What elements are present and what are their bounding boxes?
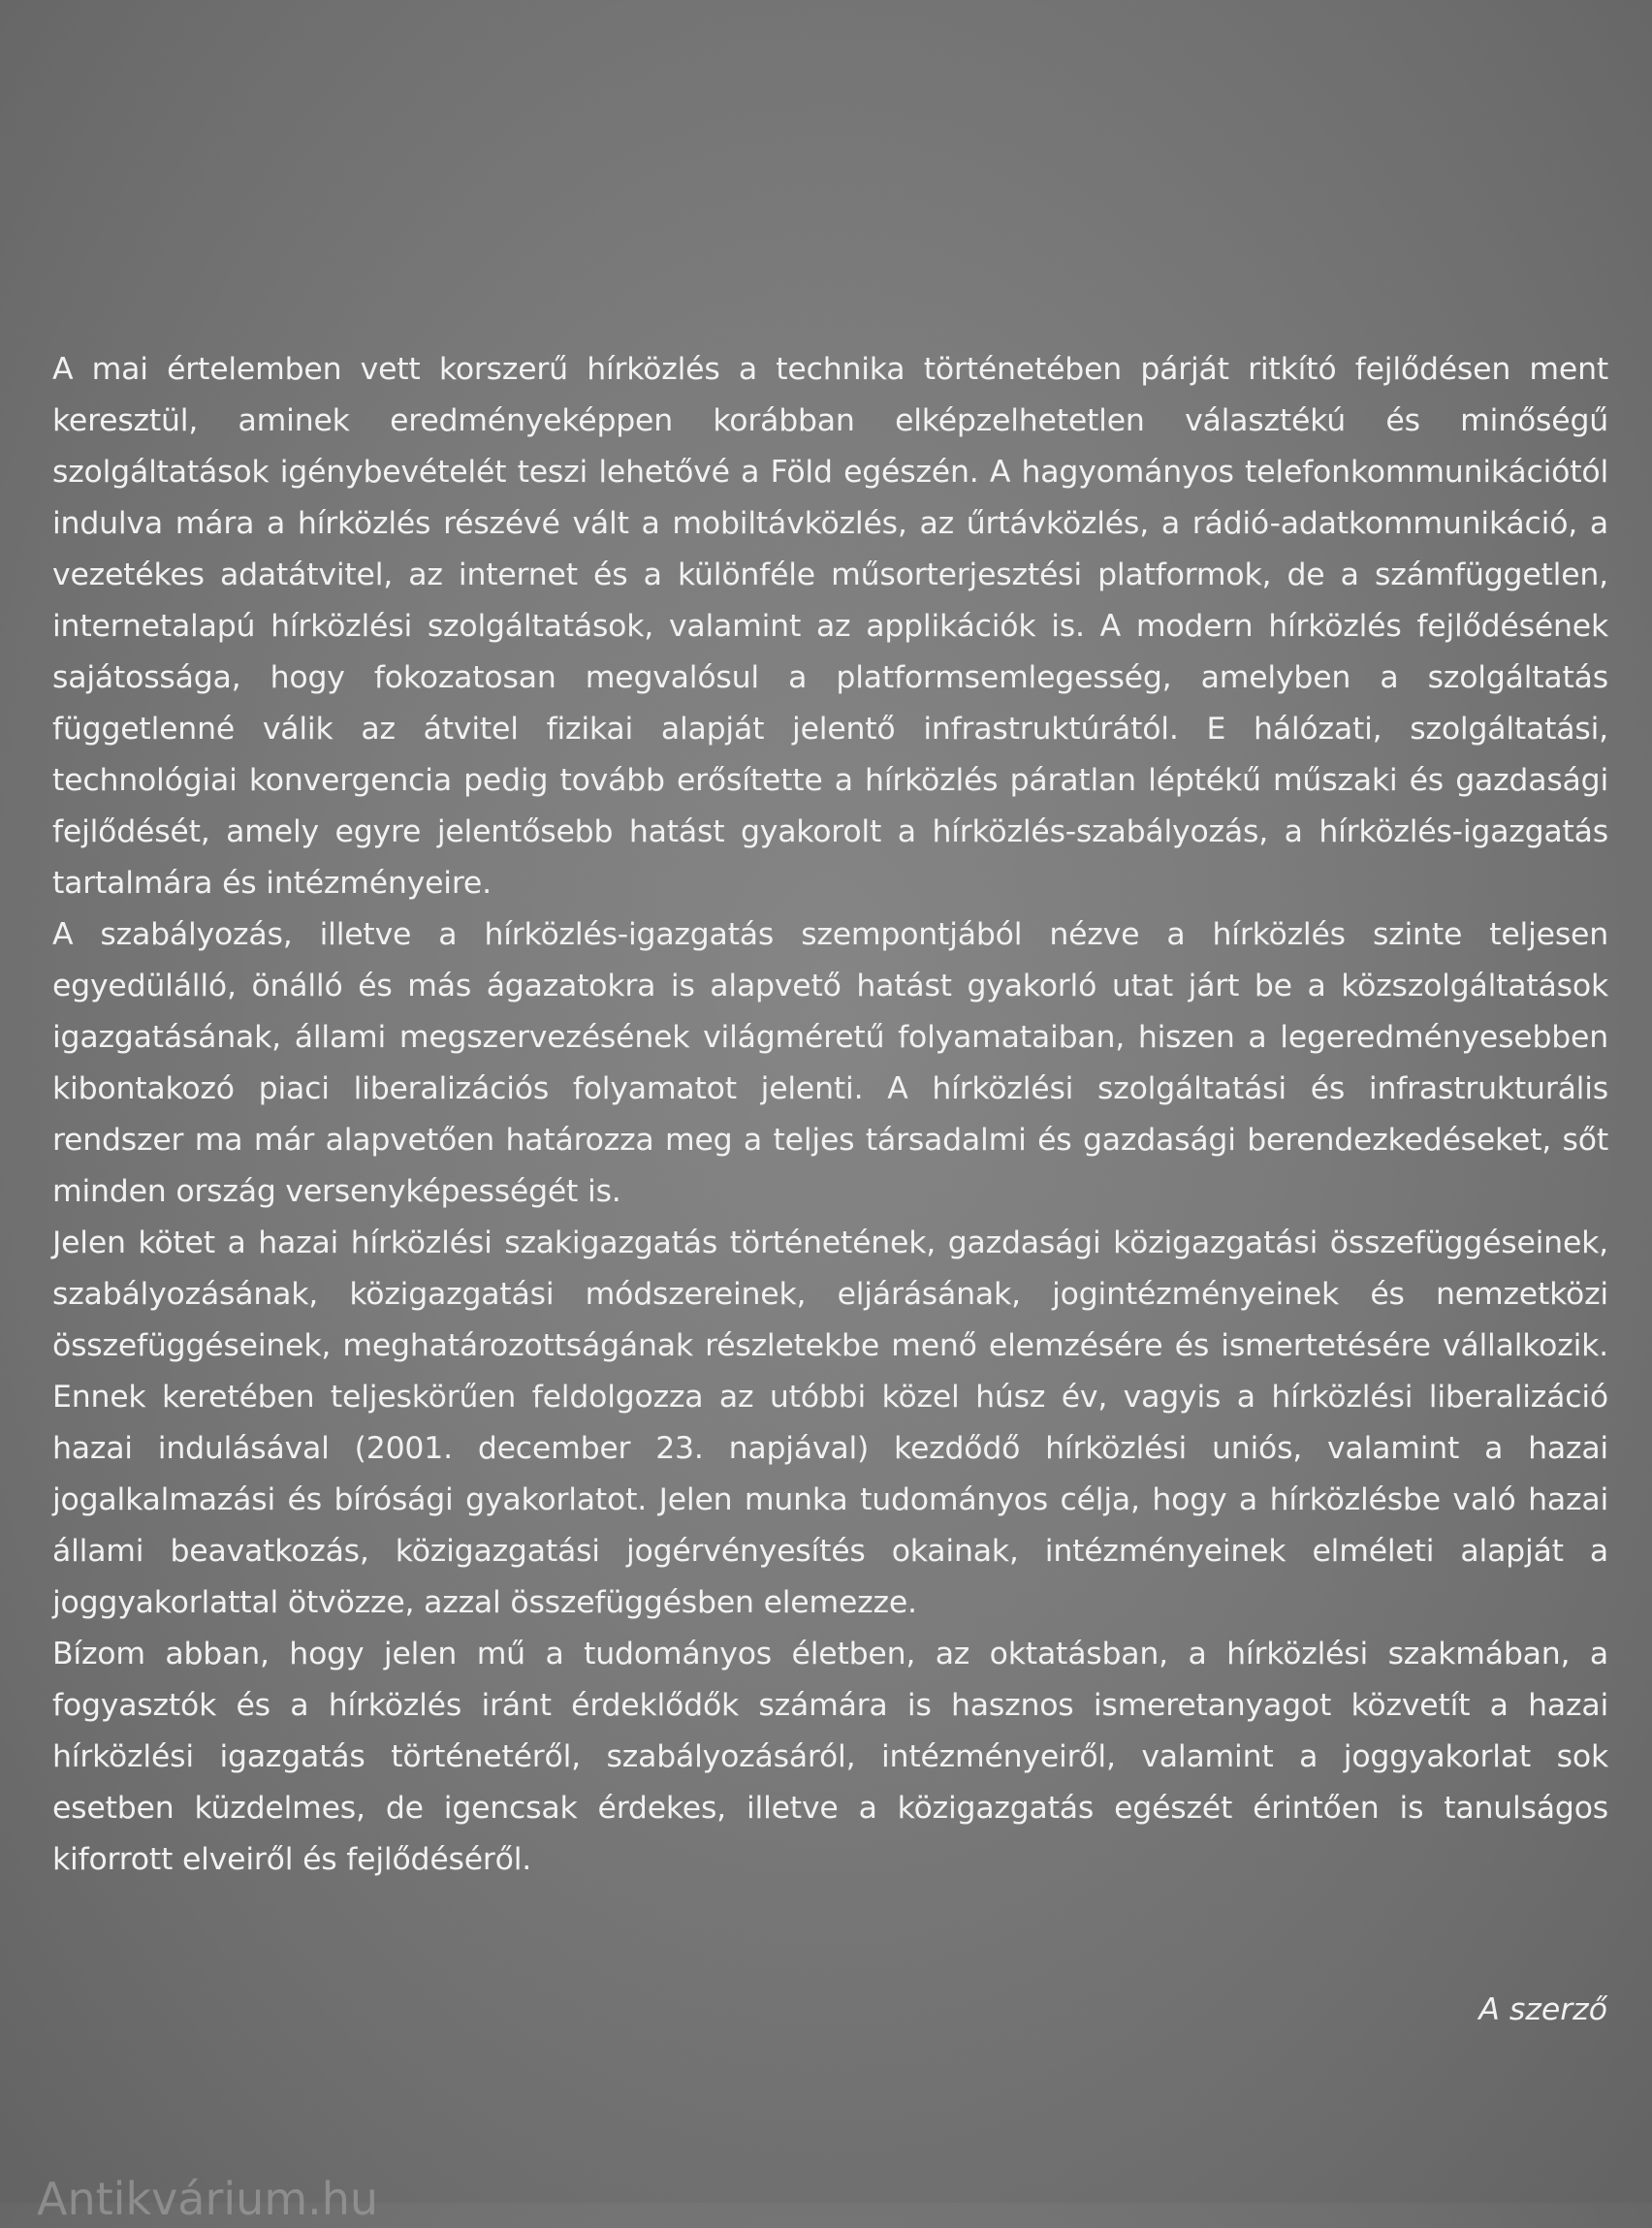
paragraph-3: Jelen kötet a hazai hírközlési szakigazgatás történetének, gazdasági közigazgatási összefüggéseinek, szabályozásának, közigazgatási módszereinek, eljárásának, jogintézményeinek és nemzetközi összefüggéseinek, meghatározottságának részletekbe menő elemzésére és ismertetésére vállalkozik. Ennek keretében teljeskörűen feldolgozza az utóbbi közel húsz év, vagyis a hírközlési liberalizáció hazai indulásával (2001. december 23. napjával) kezdődő hírközlési uniós, valamint a hazai jogalkalmazási és bírósági gyakorlatot. Jelen munka tudományos célja, hogy a hírközlésbe való hazai állami beavatkozás, közigazgatási jogérvényesítés okainak, intézményeinek elméleti alapját a joggyakorlattal ötvözze, azzal összefüggésben elemezze. xyxy=(52,1225,1608,1620)
paragraph-2: A szabályozás, illetve a hírközlés-igazgatás szempontjából nézve a hírközlés szinte teljesen egyedülálló, önálló és más ágazatokra is alapvető hatást gyakorló utat járt be a közszolgáltatások igazgatásának, állami megszervezésének világméretű folyamataiban, hiszen a legeredményesebben kibontakozó piaci liberalizációs folyamatot jelenti. A hírközlési szolgáltatási és infrastrukturális rendszer ma már alapvetően határozza meg a teljes társadalmi és gazdasági berendezkedéseket, sőt minden ország versenyképességét is. xyxy=(52,917,1608,1209)
paragraph-4: Bízom abban, hogy jelen mű a tudományos életben, az oktatásban, a hírközlési szakmában, a fogyasztók és a hírközlés iránt érdeklődők számára is hasznos ismeretanyagot közvetít a hazai hírközlési igazgatás történetéről, szabályozásáról, intézményeiről, valamint a joggyakorlat sok esetben küzdelmes, de igencsak érdekes, illetve a közigazgatás egészét érintően is tanulságos kiforrott elveiről és fejlődéséről. xyxy=(52,1637,1608,1877)
watermark: Antikvárium.hu xyxy=(37,2173,379,2225)
author-signature: A szerző xyxy=(1478,1992,1607,2027)
paragraph-1: A mai értelemben vett korszerű hírközlés a technika történetében párját ritkító fejlődésen ment keresztül, aminek eredményeképpen korábban elképzelhetetlen választékú és minőségű szolgáltatások igénybevételét teszi lehetővé a Föld egészén. A hagyományos telefonkommunikációtól indulva mára a hírközlés részévé vált a mobiltávközlés, az űrtávközlés, a rádió-adatkommunikáció, a vezetékes adatátvitel, az internet és a különféle műsorterjesztési platformok, de a számfüggetlen, internetalapú hírközlési szolgáltatások, valamint az applikációk is. A modern hírközlés fejlődésének sajátossága, hogy fokozatosan megvalósul a platformsemlegesség, amelyben a szolgáltatás függetlenné válik az átvitel fizikai alapját jelentő infrastruktúrától. E hálózati, szolgáltatási, technológiai konvergencia pedig tovább erősítette a hírközlés páratlan léptékű műszaki és gazdasági fejlődését, amely egyre jelentősebb hatást gyakorolt a hírközlés-szabályozás, a hírközlés-igazgatás tartalmára és intézményeire. xyxy=(52,352,1608,901)
back-cover-text xyxy=(52,344,1608,1886)
